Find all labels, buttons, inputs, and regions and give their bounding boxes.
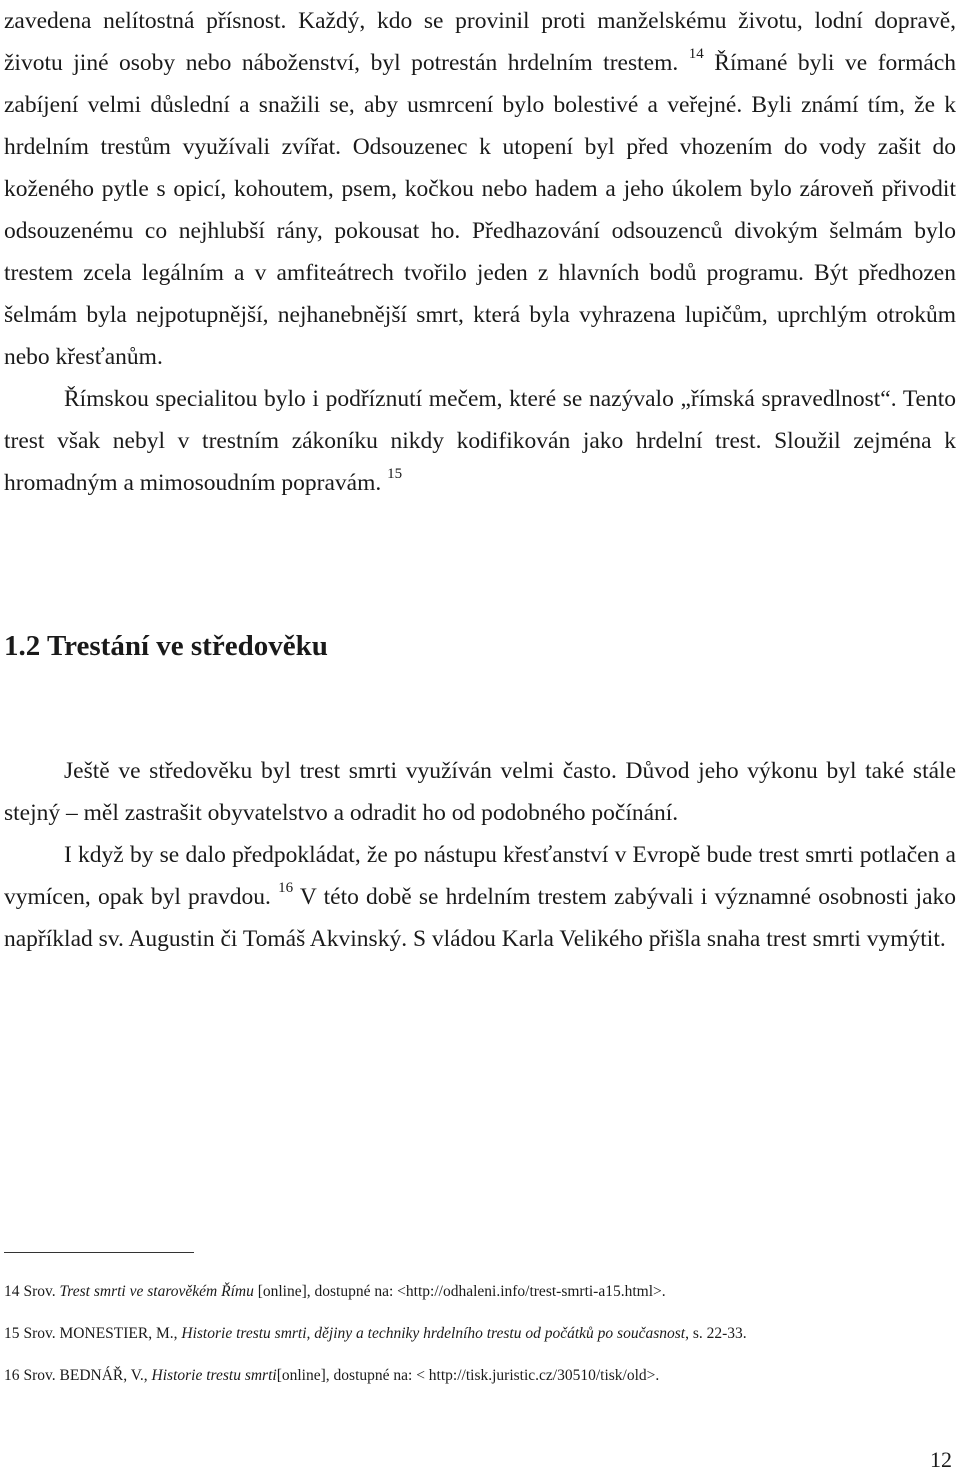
paragraph-medieval-frequency	[4, 750, 956, 834]
footnote-ref-16[interactable]: 16	[278, 880, 294, 896]
paragraph-roman-justice	[4, 378, 956, 504]
footnote-ref-14[interactable]: 14	[688, 46, 704, 62]
text-run: V této době se hrdelním trestem zabývali i významné osobnosti jako například sv. Augustin či Tomáš Akvinský. S vládou Karla Velikého přišla snaha trest smrti vymýtit.	[4, 884, 957, 952]
text-run: Ještě ve středověku byl trest smrti využíván velmi často. Důvod jeho výkonu byl také stále stejný – měl zastrašit obyvatelstvo a odradit ho od podobného počínání.	[4, 758, 956, 826]
medieval-text	[4, 750, 956, 960]
footnote-separator	[4, 1252, 194, 1253]
footnote-15	[4, 1324, 956, 1344]
page-number: 12	[930, 1447, 952, 1472]
footnote-prefix: Srov. MONESTIER, M.,	[23, 1325, 182, 1342]
footnote-suffix[interactable]: [online], dostupné na: <http://odhaleni.info/trest-smrti-a15.html>.	[253, 1283, 666, 1300]
footnote-16	[4, 1366, 956, 1386]
section-heading: 1.2 Trestání ve středověku	[4, 630, 328, 662]
footnote-title: Trest smrti ve starověkém Římu	[59, 1283, 254, 1300]
footnote-number: 14	[4, 1283, 20, 1300]
footnote-number: 15	[4, 1325, 20, 1342]
paragraph-rome-executions	[4, 0, 956, 378]
footnote-number: 16	[4, 1367, 20, 1384]
footnote-14	[4, 1282, 956, 1302]
text-run: Římané byli ve formách zabíjení velmi důslední a snažili se, aby usmrcení bylo bolestivé a veřejné. Byli známí tím, že k hrdelním trestům využívali zvířat. Odsouzenec k utopení byl před vhozením do vody zašit do koženého pytle s opicí, kohoutem, psem, kočkou nebo hadem a jeho úkolem bylo zároveň přivodit odsouzenému co nejhlubší rány, pokousat ho. Předhazování odsouzenců divokým šelmám bylo trestem zcela legálním a v amfiteátrech tvořilo jeden z hlavních bodů programu. Být předhozen šelmám byla nejpotupnější, nejhanebnější smrt, která byla vyhrazena lupičům, uprchlým otrokům nebo křesťanům.	[4, 50, 956, 370]
footnote-prefix: Srov. BEDNÁŘ, V.,	[23, 1367, 152, 1384]
text-run: Římskou specialitou bylo i podříznutí mečem, které se nazývalo „římská spravedlnost“. Tento trest však nebyl v trestním zákoníku nikdy kodifikován jako hrdelní trest. Sloužil zejména k hromadným a mimosoudním popravám.	[4, 386, 956, 496]
footnote-title: Historie trestu smrti, dějiny a techniky hrdelního trestu od počátků po současnost	[181, 1325, 686, 1342]
footnote-suffix: , s. 22-33.	[685, 1325, 747, 1342]
text-run: I když by se dalo předpokládat, že po nástupu křesťanství v Evropě bude trest smrti potlačen a vymícen, opak byl pravdou.	[4, 842, 956, 910]
text-run: zavedena nelítostná přísnost. Každý, kdo se provinil proti manželskému životu, lodní dopravě, životu jiné osoby nebo náboženství, byl potrestán hrdelním trestem.	[4, 8, 956, 76]
footnote-prefix: Srov.	[23, 1283, 60, 1300]
footnote-suffix[interactable]: [online], dostupné na: < http://tisk.juristic.cz/30510/tisk/old>.	[276, 1367, 660, 1384]
footnote-title: Historie trestu smrti	[151, 1367, 277, 1384]
ancient-rome-text	[4, 0, 956, 504]
paragraph-christianity	[4, 834, 956, 960]
footnote-ref-15[interactable]: 15	[387, 466, 403, 482]
